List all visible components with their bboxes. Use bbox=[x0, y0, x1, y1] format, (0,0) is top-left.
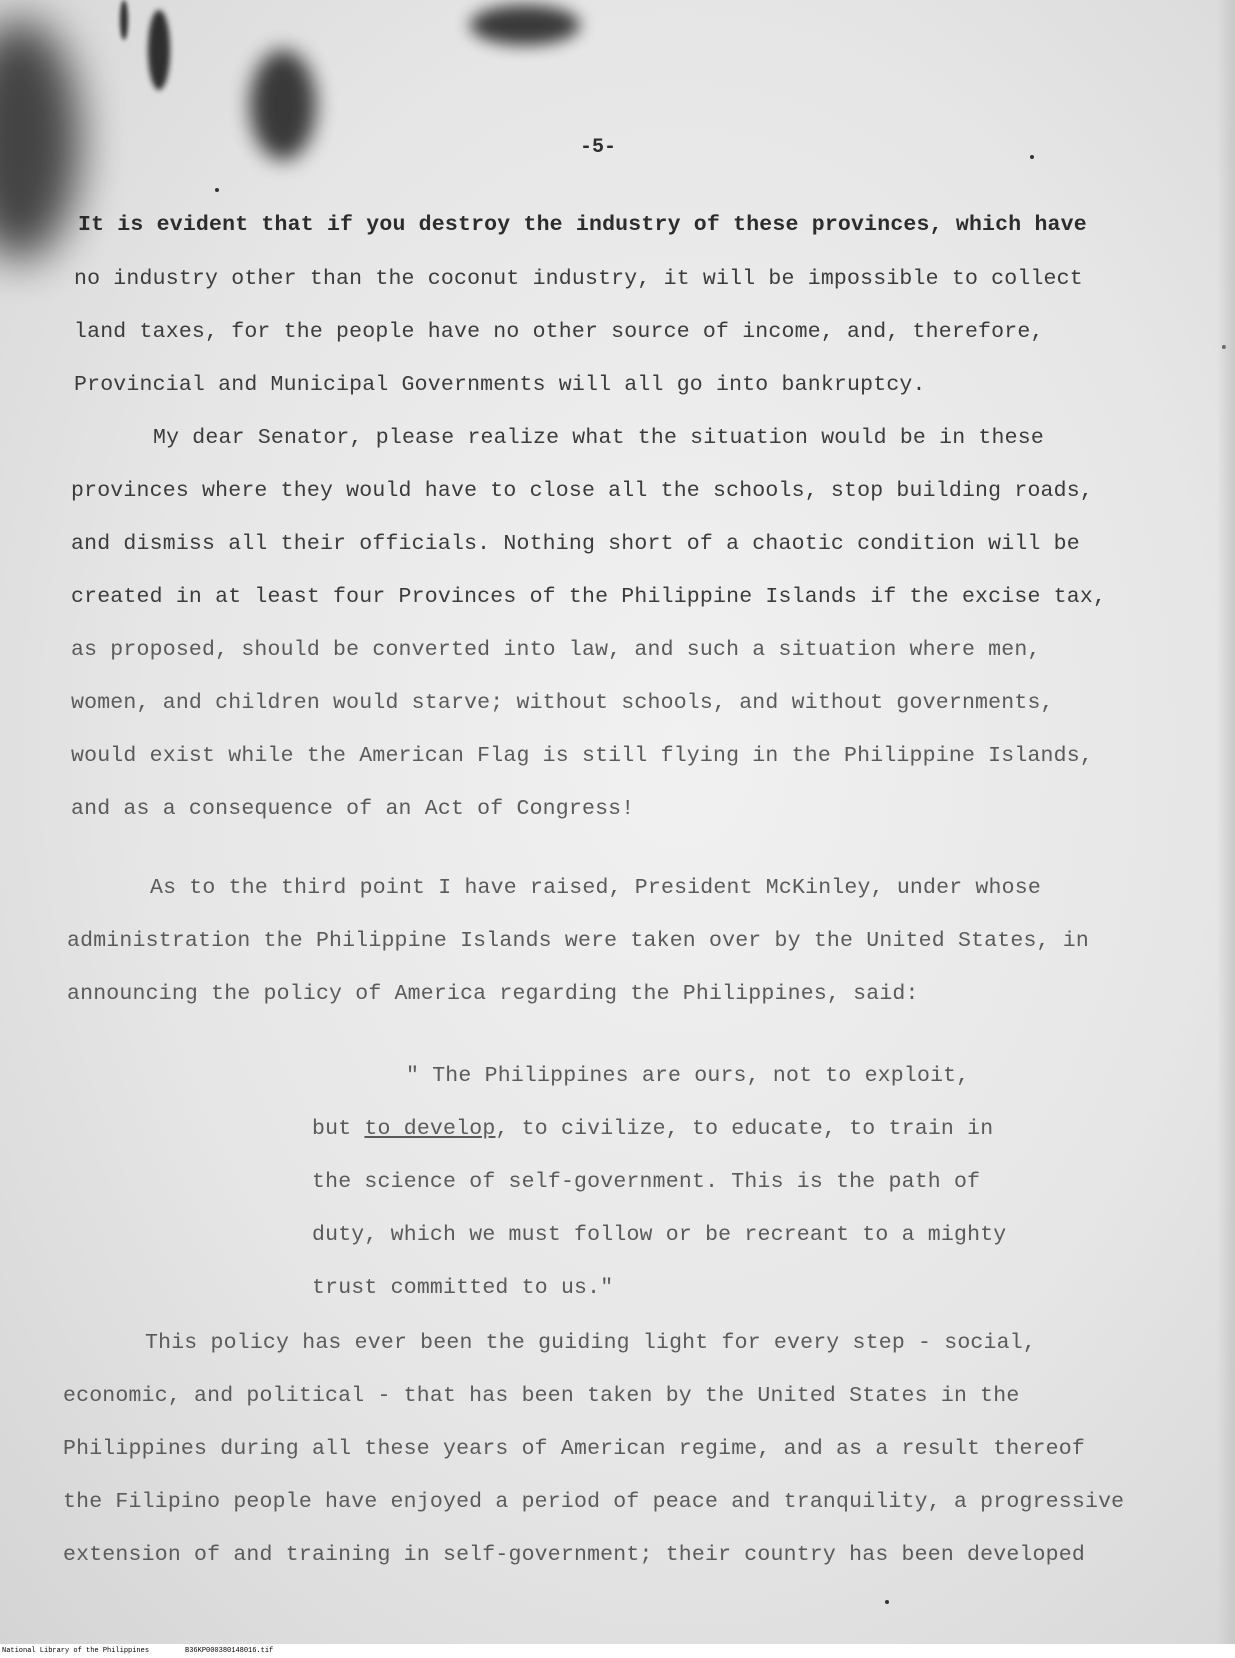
quote-line: trust committed to us." bbox=[312, 1276, 614, 1300]
text-line: Philippines during all these years of American regime, and as a result thereof bbox=[63, 1437, 1085, 1461]
scan-speck bbox=[1030, 155, 1034, 159]
text-line: As to the third point I have raised, President McKinley, under whose bbox=[150, 876, 1041, 900]
scan-footer bbox=[0, 1644, 1235, 1658]
scan-smudge bbox=[148, 10, 170, 90]
text-line: Provincial and Municipal Governments will all go into bankruptcy. bbox=[74, 373, 926, 397]
text-line: would exist while the American Flag is still flying in the Philippine Islands, bbox=[71, 744, 1093, 768]
text-line: land taxes, for the people have no other source of income, and, therefore, bbox=[74, 320, 1044, 344]
scan-smudge bbox=[120, 0, 128, 40]
underlined-text: to develop bbox=[364, 1117, 496, 1141]
scan-smudge bbox=[0, 20, 80, 260]
text-line: extension of and training in self-government; their country has been developed bbox=[63, 1543, 1085, 1567]
page-number: -5- bbox=[580, 136, 617, 159]
quote-line: " The Philippines are ours, not to exploit, bbox=[406, 1064, 970, 1088]
text-line: economic, and political - that has been taken by the United States in the bbox=[63, 1384, 1020, 1408]
text-line: provinces where they would have to close all the schools, stop building roads, bbox=[71, 479, 1093, 503]
quote-text: but bbox=[312, 1117, 365, 1141]
scan-speck bbox=[885, 1600, 889, 1604]
text-line: It is evident that if you destroy the industry of these provinces, which have bbox=[78, 213, 1087, 237]
text-line: women, and children would starve; without schools, and without governments, bbox=[71, 691, 1054, 715]
text-line: announcing the policy of America regarding the Philippines, said: bbox=[67, 982, 919, 1006]
text-line: no industry other than the coconut industry, it will be impossible to collect bbox=[74, 267, 1083, 291]
quote-line: the science of self-government. This is the path of bbox=[312, 1170, 981, 1194]
text-line: and as a consequence of an Act of Congress! bbox=[71, 797, 635, 821]
quote-text: , to civilize, to educate, to train in bbox=[495, 1117, 994, 1141]
footer-library: National Library of the Philippines bbox=[2, 1647, 150, 1655]
scan-smudge bbox=[470, 5, 580, 45]
scan-edge-shadow bbox=[1217, 0, 1235, 1658]
text-line: created in at least four Provinces of the Philippine Islands if the excise tax, bbox=[71, 585, 1107, 609]
footer-filename: B36KP000380148016.tif bbox=[185, 1647, 274, 1655]
text-line: This policy has ever been the guiding light for every step - social, bbox=[145, 1331, 1036, 1355]
quote-line: duty, which we must follow or be recreant to a mighty bbox=[312, 1223, 1007, 1247]
scan-smudge bbox=[250, 50, 316, 160]
scan-speck bbox=[215, 188, 219, 192]
text-line: the Filipino people have enjoyed a period of peace and tranquility, a progressive bbox=[63, 1490, 1125, 1514]
text-line: My dear Senator, please realize what the situation would be in these bbox=[153, 426, 1044, 450]
text-line: and dismiss all their officials. Nothing short of a chaotic condition will be bbox=[71, 532, 1080, 556]
text-line: administration the Philippine Islands were taken over by the United States, in bbox=[67, 929, 1089, 953]
quote-line bbox=[312, 1117, 993, 1141]
text-line: as proposed, should be converted into law, and such a situation where men, bbox=[71, 638, 1041, 662]
